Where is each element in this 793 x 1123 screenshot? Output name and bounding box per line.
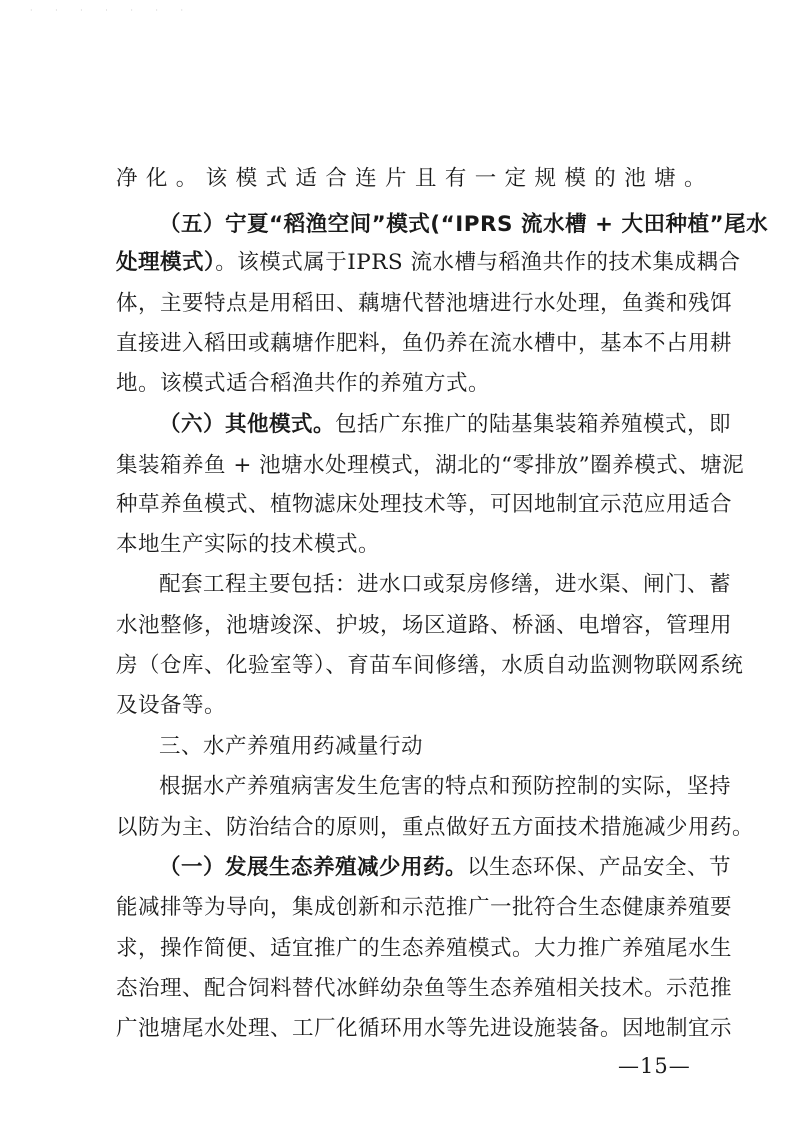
text-line-6: 地。该模式适合稻渔共作的养殖方式。 — [116, 371, 491, 396]
text-line-7 — [116, 409, 732, 441]
text-line-3-rest: 。该模式属于IPRS 流水槽与稻渔共作的技术集成耦合 — [215, 250, 741, 275]
text-line-18 — [116, 852, 732, 884]
text-line-9: 种草养鱼模式、植物滤床处理技术等，可因地制宜示范应用适合 — [116, 492, 733, 517]
text-line-21: 态治理、配合饲料替代冰鲜幼杂鱼等生态养殖相关技术。示范推 — [116, 976, 733, 1001]
text-line-11: 配套工程主要包括：进水口或泵房修缮，进水渠、闸门、蓄 — [159, 572, 732, 597]
text-line-12: 水池整修，池塘竣深、护坡，场区道路、桥涵、电增容，管理用 — [116, 613, 733, 638]
section-heading-drug-reduction: 三、水产养殖用药减量行动 — [159, 734, 424, 759]
scan-artifact-dots: · · · · · · · — [30, 6, 194, 15]
text-line-19: 能减排等为导向，集成创新和示范推广一批符合生态健康养殖要 — [116, 895, 733, 920]
text-line-13: 房（仓库、化验室等）、育苗车间修缮，水质自动监测物联网系统 — [116, 653, 744, 678]
text-line-18-rest: 以生态环保、产品安全、节 — [467, 855, 732, 880]
subheading-other-modes: （六）其他模式。 — [159, 412, 336, 437]
text-line-17: 以防为主、防治结合的原则，重点做好五方面技术措施减少用药。 — [116, 815, 755, 840]
subheading-ecological-farming: （一）发展生态养殖减少用药。 — [159, 855, 468, 880]
text-line-20: 求，操作简便、适宜推广的生态养殖模式。大力推广养殖尾水生 — [116, 936, 733, 961]
subheading-ningxia-mode: （五）宁夏“稻渔空间”模式(“IPRS 流水槽 + 大田种植”尾水 — [159, 212, 769, 237]
page-number: —15— — [618, 1054, 691, 1078]
text-line-22: 广池塘尾水处理、工厂化循环用水等先进设施装备。因地制宜示 — [116, 1016, 733, 1041]
text-line-1: 净化。该模式适合连片且有一定规模的池塘。 — [116, 166, 706, 191]
text-line-8: 集装箱养鱼 + 池塘水处理模式，湖北的“零排放”圈养模式、塘泥 — [116, 453, 745, 478]
text-line-7-rest: 包括广东推广的陆基集装箱养殖模式，即 — [335, 412, 732, 437]
text-line-16: 根据水产养殖病害发生危害的特点和预防控制的实际，坚持 — [159, 774, 732, 799]
text-line-5: 直接进入稻田或藕塘作肥料，鱼仍养在流水槽中，基本不占用耕 — [116, 331, 733, 356]
text-line-4: 体，主要特点是用稻田、藕塘代替池塘进行水处理，鱼粪和残饵 — [116, 291, 733, 316]
text-line-10: 本地生产实际的技术模式。 — [116, 532, 381, 557]
text-line-14: 及设备等。 — [116, 693, 227, 718]
subheading-ningxia-mode-cont: 处理模式） — [116, 250, 216, 275]
text-line-3 — [116, 247, 741, 279]
